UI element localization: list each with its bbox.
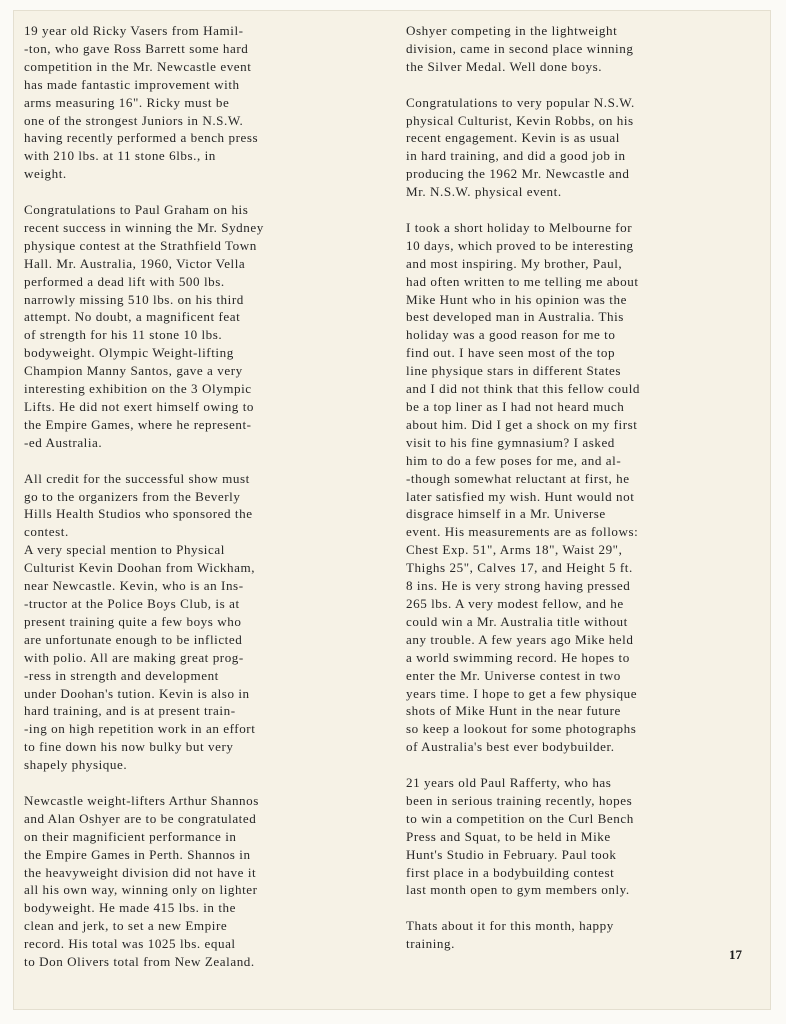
paragraph-kevin-robbs: Congratulations to very popular N.S.W. physical Culturist, Kevin Robbs, on his recent engagement. Kevin is as usual in hard training, and did a good job in producing the 1962 Mr. Newcastle and Mr. N.S.W. physical event. [406, 94, 635, 200]
paragraph-mike-hunt: I took a short holiday to Melbourne for 10 days, which proved to be interesting and most inspiring. My brother, Paul, had often written to me telling me about Mike Hunt who in his opinion was the best developed man in Australia. This holiday was a good reason for me to find out. I have seen most of the top line physique stars in different States and I did not think that this fellow could be a top liner as I had not heard much about him. Did I get a shock on my first visit to his fine gymnasium? I asked him to do a few poses for me, and al- -though somewhat reluctant at first, he later satisfied my wish. Hunt would not disgrace himself in a Mr. Universe event. His measurements are as follows: Chest Exp. 51", Arms 18", Waist 29", Thighs 25", Calves 17, and Height 5 ft. 8 ins. He is very strong having pressed 265 lbs. A very modest fellow, and he could win a Mr. Australia title without any trouble. A few years ago Mike held a world swimming record. He hopes to enter the Mr. Universe contest in two years time. I hope to get a few physique shots of Mike Hunt in the near future so keep a lookout for some photographs of Australia's best ever bodybuilder. [406, 219, 641, 755]
paragraph-ricky-vasers: 19 year old Ricky Vasers from Hamil- -ton, who gave Ross Barrett some hard competition in the Mr. Newcastle event has made fantastic improvement with arms measuring 16". Ricky must be one of the strongest Juniors in N.S.W. having recently performed a bench press with 210 lbs. at 11 stone 6lbs., in weight. [24, 23, 259, 182]
right-column [406, 22, 754, 971]
paragraph-closing: Thats about it for this month, happy training. [406, 918, 614, 952]
paragraph-credit-organizers: All credit for the successful show must go to the organizers from the Beverly Hills Health Studios who sponsored the contest. [24, 470, 253, 540]
page-number: 17 [729, 947, 742, 962]
paragraph-paul-rafferty: 21 years old Paul Rafferty, who has been in serious training recently, hopes to win a competition on the Curl Bench Press and Squat, to be held in Mike Hunt's Studio in February. Paul took first place in a bodybuilding contest last month open to gym members only. [406, 775, 634, 898]
paragraph-paul-graham: Congratulations to Paul Graham on his recent success in winning the Mr. Sydney physique contest at the Strathfield Town Hall. Mr. Australia, 1960, Victor Vella performed a dead lift with 500 lbs. narrowly missing 510 lbs. on his third attempt. No doubt, a magnificent feat of strength for his 11 stone 10 lbs. bodyweight. Olympic Weight-lifting Champion Manny Santos, gave a very interesting exhibition on the 3 Olympic Lifts. He did not exert himself owing to the Empire Games, where he represent- -ed Australia. [24, 202, 264, 450]
magazine-page [13, 10, 771, 1010]
paragraph-oshyer: Oshyer competing in the lightweight division, came in second place winning the Silver Medal. Well done boys. [406, 23, 634, 74]
paragraph-empire-games: Newcastle weight-lifters Arthur Shannos and Alan Oshyer are to be congratulated on their magnificient performance in the Empire Games in Perth. Shannos in the heavyweight division did not have it all his own way, winning only on lighter bodyweight. He made 415 lbs. in the clean and jerk, to set a new Empire record. His total was 1025 lbs. equal to Don Olivers total from New Zealand. [24, 792, 259, 970]
paragraph-kevin-doohan: A very special mention to Physical Culturist Kevin Doohan from Wickham, near Newcastle. Kevin, who is an Ins- -tructor at the Police Boys Club, is at present training quite a few boys who are unfortunate enough to be inflicted with polio. All are making great prog- -ress in strength and development under Doohan's tution. Kevin is also in hard training, and is at present train- -ing on high repetition work in an effort to fine down his now bulky but very shapely physique. [24, 542, 256, 773]
left-column [24, 22, 369, 989]
